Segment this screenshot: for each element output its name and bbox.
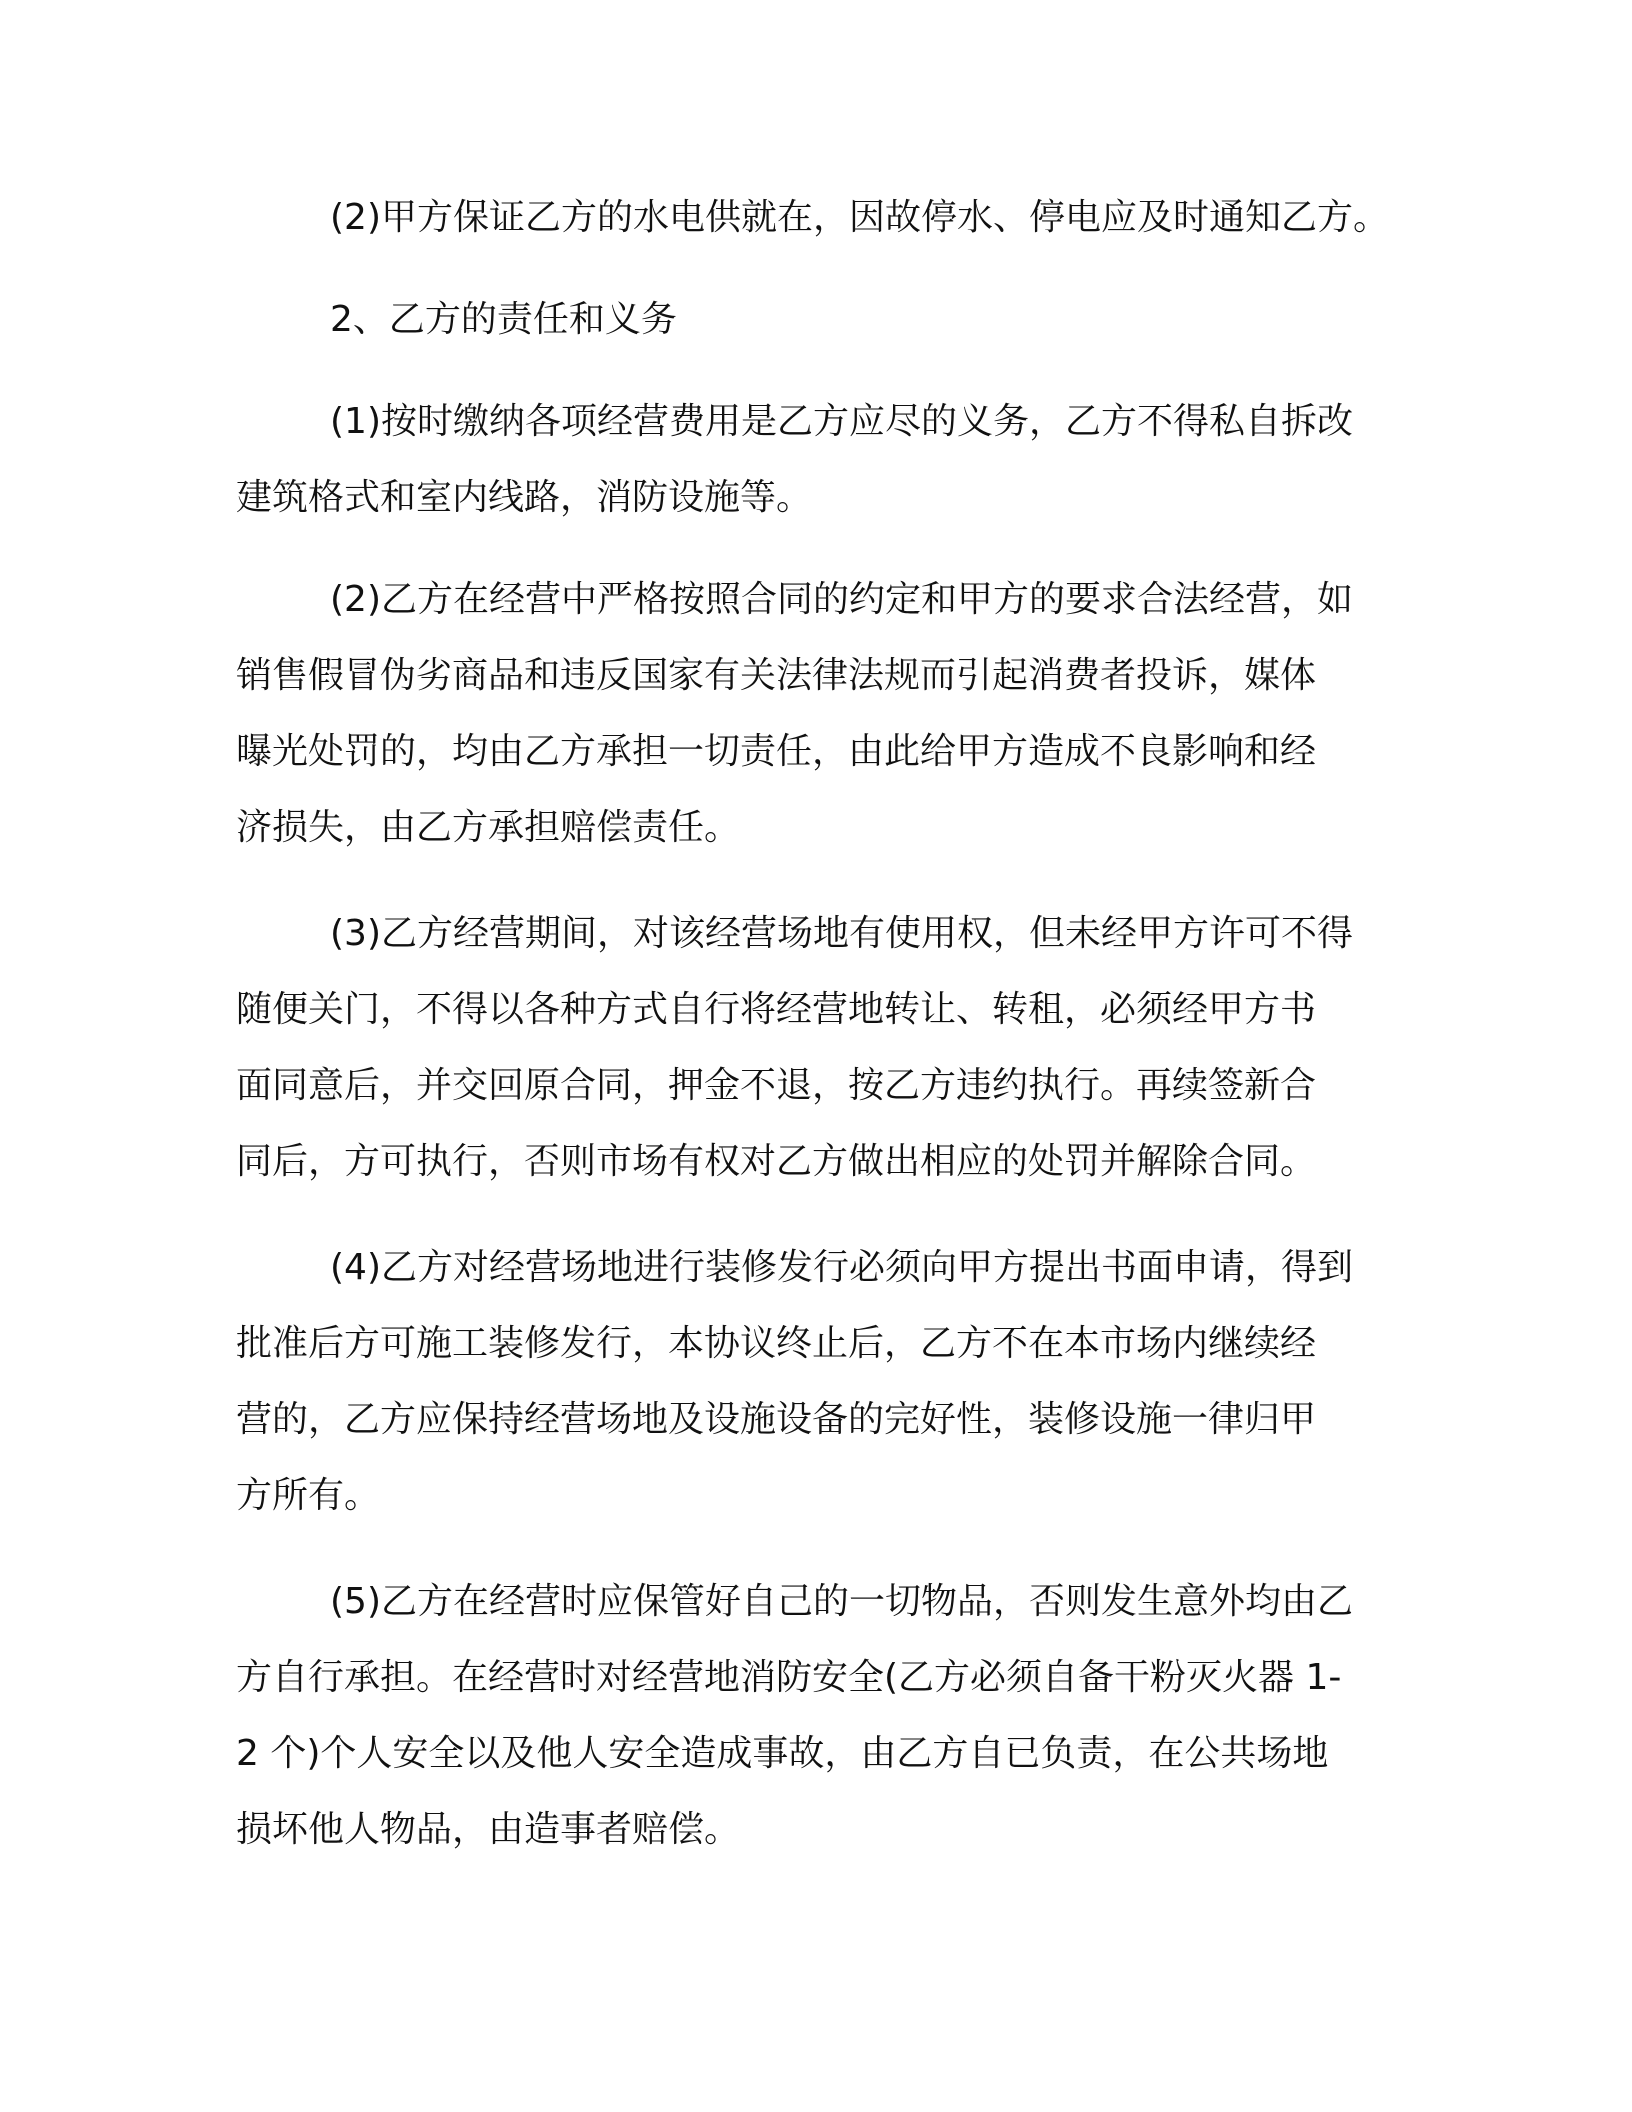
- text-line: (2)乙方在经营中严格按照合同的约定和甲方的要求合法经营，如: [330, 579, 1353, 620]
- text-line: 面同意后，并交回原合同，押金不退，按乙方违约执行。再续签新合: [236, 1065, 1317, 1106]
- section-heading-text: 2、乙方的责任和义务: [330, 299, 677, 340]
- text-line: 方自行承担。在经营时对经营地消防安全(乙方必须自备干粉灭火器 1-: [236, 1657, 1342, 1698]
- paragraph-water-electricity: [236, 180, 1389, 256]
- paragraph-clause-2: [236, 562, 1353, 866]
- paragraph-clause-1: [236, 384, 1353, 536]
- text-line: 营的，乙方应保持经营场地及设施设备的完好性，装修设施一律归甲: [236, 1399, 1317, 1440]
- text-line: (2)甲方保证乙方的水电供就在，因故停水、停电应及时通知乙方。: [330, 197, 1389, 238]
- text-line: 曝光处罚的，均由乙方承担一切责任，由此给甲方造成不良影响和经: [236, 731, 1317, 772]
- text-line: (3)乙方经营期间，对该经营场地有使用权，但未经甲方许可不得: [330, 913, 1353, 954]
- text-line: 同后，方可执行，否则市场有权对乙方做出相应的处罚并解除合同。: [236, 1141, 1317, 1182]
- text-line: (5)乙方在经营时应保管好自己的一切物品，否则发生意外均由乙: [330, 1581, 1353, 1622]
- section-heading-party-b-duties: [236, 282, 677, 358]
- paragraph-clause-5: [236, 1564, 1353, 1868]
- text-line: 批准后方可施工装修发行，本协议终止后，乙方不在本市场内继续经: [236, 1323, 1317, 1364]
- text-line: 建筑格式和室内线路，消防设施等。: [236, 477, 813, 518]
- text-line: 济损失，由乙方承担赔偿责任。: [236, 807, 741, 848]
- text-line: 方所有。: [236, 1475, 381, 1516]
- text-line: 随便关门，不得以各种方式自行将经营地转让、转租，必须经甲方书: [236, 989, 1317, 1030]
- paragraph-clause-3: [236, 896, 1353, 1200]
- text-line: 损坏他人物品，由造事者赔偿。: [236, 1809, 741, 1850]
- text-line: (1)按时缴纳各项经营费用是乙方应尽的义务，乙方不得私自拆改: [330, 401, 1353, 442]
- text-line: (4)乙方对经营场地进行装修发行必须向甲方提出书面申请，得到: [330, 1247, 1353, 1288]
- text-line: 2 个)个人安全以及他人安全造成事故，由乙方自已负责，在公共场地: [236, 1733, 1329, 1774]
- paragraph-clause-4: [236, 1230, 1353, 1534]
- text-line: 销售假冒伪劣商品和违反国家有关法律法规而引起消费者投诉，媒体: [236, 655, 1317, 696]
